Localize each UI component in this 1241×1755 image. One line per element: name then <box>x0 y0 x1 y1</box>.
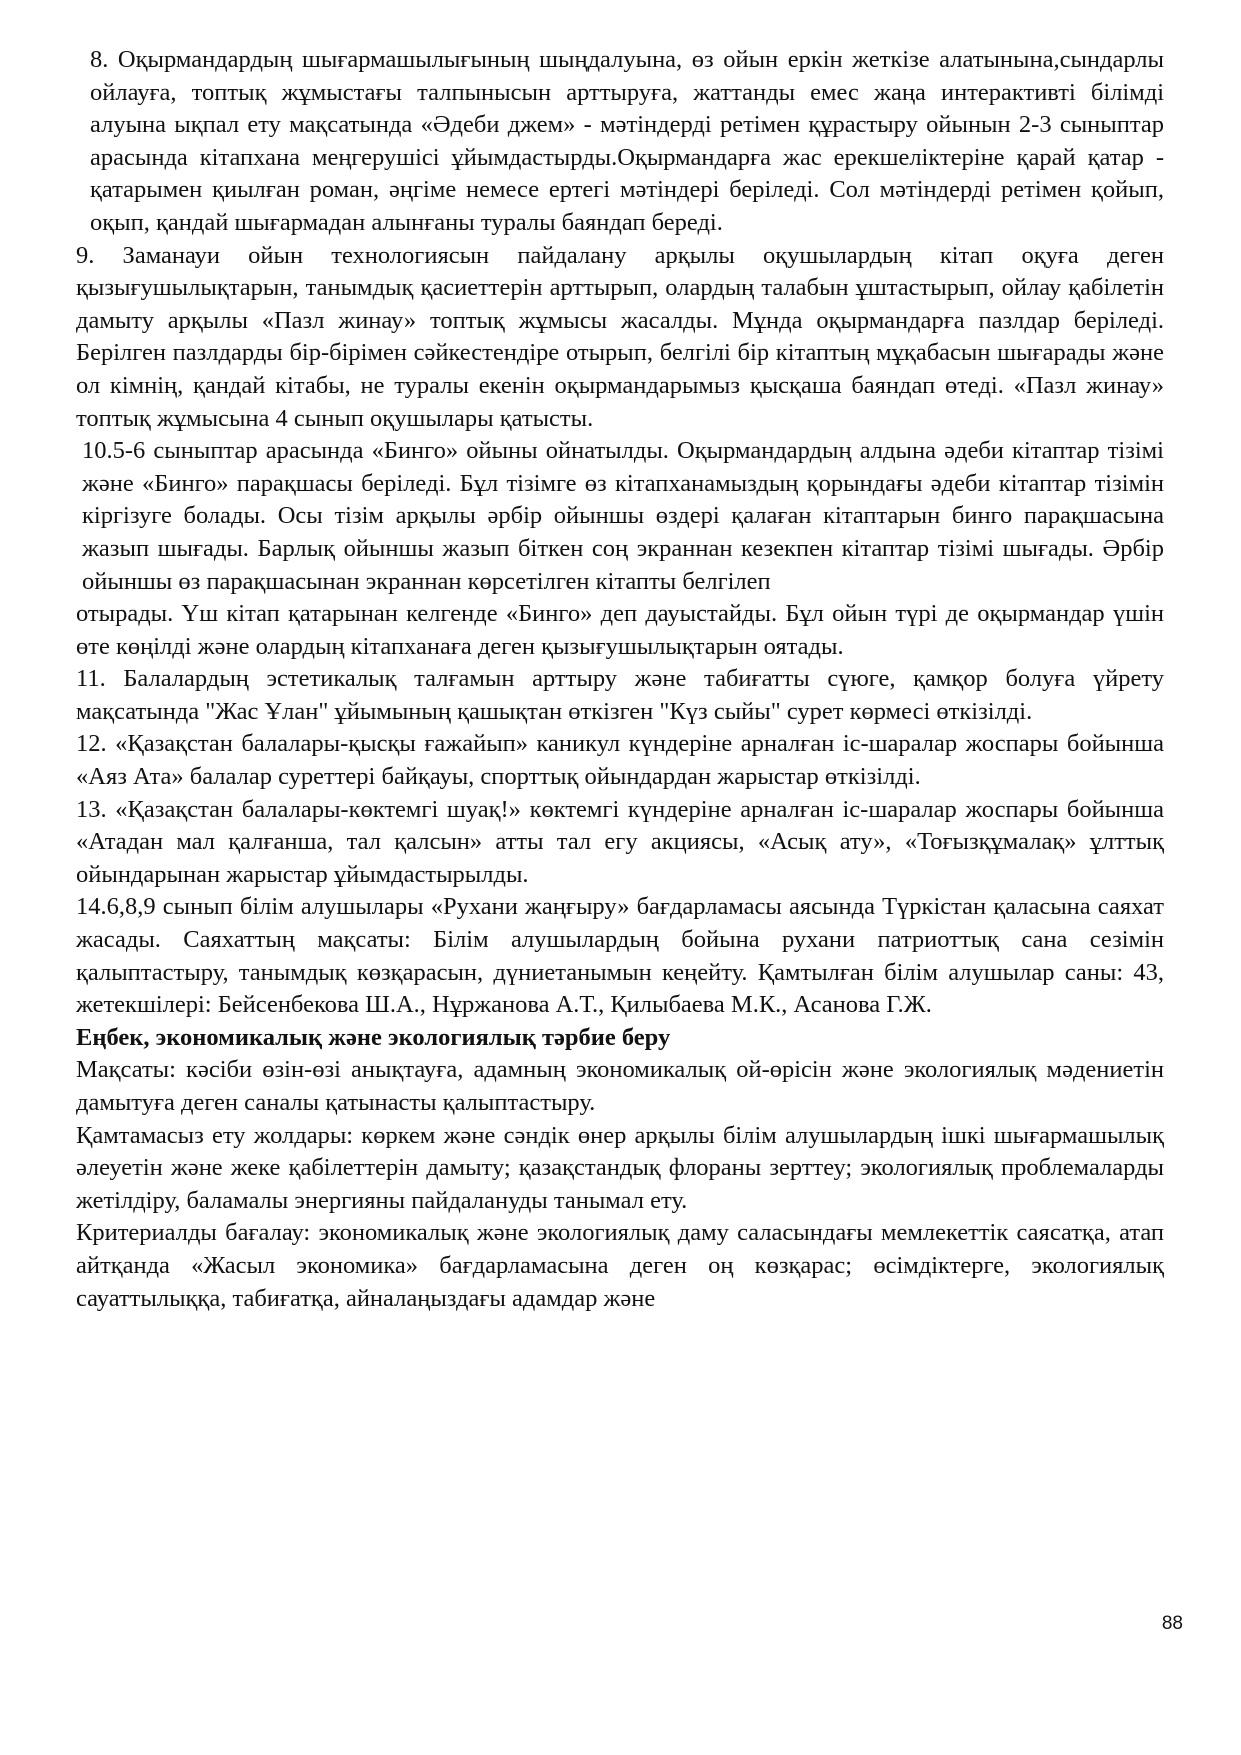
criteria-paragraph: Критериалды бағалау: экономикалық және экологиялық даму саласындағы мемлекеттік саясатқа, атап айтқанда «Жасыл экономика» бағдарламасына деген оң көзқарас; өсімдіктерге, экологиялық сауаттылыққа, табиғатқа, айналаңыздағы адамдар және <box>76 1219 1164 1312</box>
paragraph-10: 10.5-6 сыныптар арасында «Бинго» ойыны ойнатылды. Оқырмандардың алдына әдеби кітаптар тізімі және «Бинго» парақшасы беріледі. Бұл тізімге өз кітапханамыздың қорындағы әдеби кітаптар тізімін кіргізуге болады. Осы тізім арқылы әрбір ойыншы өздері қалаған кітаптарын бинго парақшасына жазып шығады. Барлық ойыншы жазып біткен соң экраннан кезекпен кітаптар тізімі шығады. Әрбір ойыншы өз парақшасынан экраннан көрсетілген кітапты белгілеп <box>82 437 1164 595</box>
paragraph-10-continued: отырады. Үш кітап қатарынан келгенде «Бинго» деп дауыстайды. Бұл ойын түрі де оқырмандар үшін өте көңілді және олардың кітапханаға деген қызығушылықтарын оятады. <box>76 600 1164 660</box>
document-body <box>76 44 1164 1315</box>
paragraph-9: 9. Заманауи ойын технологиясын пайдалану арқылы оқушылардың кітап оқуға деген қызығушылықтарын, танымдық қасиеттерін арттырып, олардың талабын ұштастырып, ойлау қабілетін дамыту арқылы «Пазл жинау» топтық жұмысы жасалды. Мұнда оқырмандарға пазлдар беріледі. Берілген пазлдарды бір-бірімен сәйкестендіре отырып, белгілі бір кітаптың мұқабасын шығарады және ол кімнің, қандай кітабы, не туралы екенін оқырмандарымыз қысқаша баяндап өтеді. «Пазл жинау» топтық жұмысына 4 сынып оқушылары қатысты. <box>76 241 1164 432</box>
paragraph-11: 11. Балалардың эстетикалық талғамын арттыру және табиғатты сүюге, қамқор болуға үйрету мақсатында "Жас Ұлан" ұйымының қашықтан өткізген "Күз сыйы" сурет көрмесі өткізілді. <box>76 665 1164 725</box>
section-heading: Еңбек, экономикалық және экологиялық тәрбие беру <box>76 1023 671 1051</box>
paragraph-13: 13. «Қазақстан балалары-көктемгі шуақ!» көктемгі күндеріне арналған іс-шаралар жоспары бойынша «Атадан мал қалғанша, тал қалсын» атты тал егу акциясы, «Асық ату», «Тоғызқұмалақ» ұлттық ойындарынан жарыстар ұйымдастырылды. <box>76 795 1164 888</box>
goal-paragraph: Мақсаты: кәсіби өзін-өзі анықтауға, адамның экономикалық ой-өрісін және экологиялық мәдениетін дамытуға деген саналы қатынасты қалыптастыру. <box>76 1056 1164 1116</box>
paragraph-8: 8. Оқырмандардың шығармашылығының шыңдалуына, өз ойын еркін жеткізе алатынына,сындарлы ойлауға, топтық жұмыстағы талпынысын арттыруға, жаттанды емес жаңа интерактивті білімді алуына ықпал ету мақсатында «Әдеби джем» - мәтіндерді ретімен құрастыру ойынын 2-3 сыныптар арасында кітапхана меңгерушісі ұйымдастырды.Оқырмандарға жас ерекшеліктеріне қарай қатар - қатарымен қиылған роман, әңгіме немесе ертегі мәтіндері беріледі. Сол мәтіндерді ретімен қойып, оқып, қандай шығармадан алынғаны туралы баяндап береді. <box>90 46 1164 236</box>
means-paragraph: Қамтамасыз ету жолдары: көркем және сәндік өнер арқылы білім алушылардың ішкі шығармашылық әлеуетін және жеке қабілеттерін дамыту; қазақстандық флораны зерттеу; экологиялық проблемаларды жетілдіру, баламалы энергияны пайдалануды танымал ету. <box>76 1121 1164 1214</box>
page-number: 88 <box>1161 1613 1183 1634</box>
paragraph-14: 14.6,8,9 сынып білім алушылары «Рухани жаңғыру» бағдарламасы аясында Түркістан қаласына саяхат жасады. Саяхаттың мақсаты: Білім алушылардың бойына рухани патриоттық сана сезімін қалыптастыру, танымдық көзқарасын, дүниетанымын кеңейту. Қамтылған білім алушылар саны: 43, жетекшілері: Бейсенбекова Ш.А., Нұржанова А.Т., Қилыбаева М.К., Асанова Г.Ж. <box>76 893 1164 1019</box>
paragraph-12: 12. «Қазақстан балалары-қысқы ғажайып» каникул күндеріне арналған іс-шаралар жоспары бойынша «Аяз Ата» балалар суреттері байқауы, спорттық ойындардан жарыстар өткізілді. <box>76 730 1164 791</box>
